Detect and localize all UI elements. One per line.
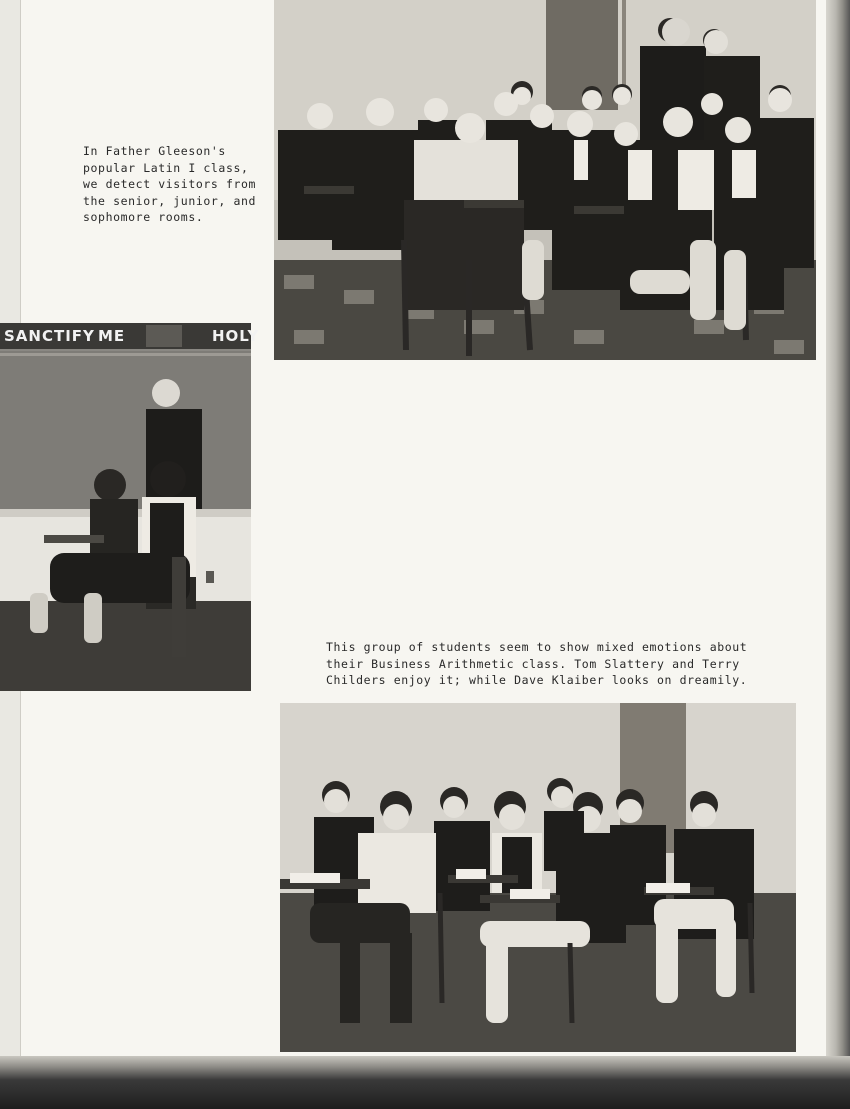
latin-class-caption: In Father Gleeson's popular Latin I class, we detect visitors from the senior, junior, and sophomore rooms. xyxy=(83,144,257,224)
blackboard-word-holy: HOLY xyxy=(212,327,260,345)
blackboard-word-sanctify: SANCTIFY xyxy=(4,327,95,345)
blackboard-photo xyxy=(0,323,260,691)
page-edge-right xyxy=(826,0,850,1060)
business-arithmetic-photo xyxy=(280,703,796,1052)
latin-class-photo xyxy=(274,0,816,360)
business-class-caption: This group of students seem to show mixed emotions about their Business Arithmetic class. Tom Slattery and Terry Childers enjoy it; while Dave Klaiber looks on dreamily. xyxy=(326,640,748,687)
blackboard-word-me: ME xyxy=(98,327,126,345)
page-edge-bottom xyxy=(0,1056,850,1109)
